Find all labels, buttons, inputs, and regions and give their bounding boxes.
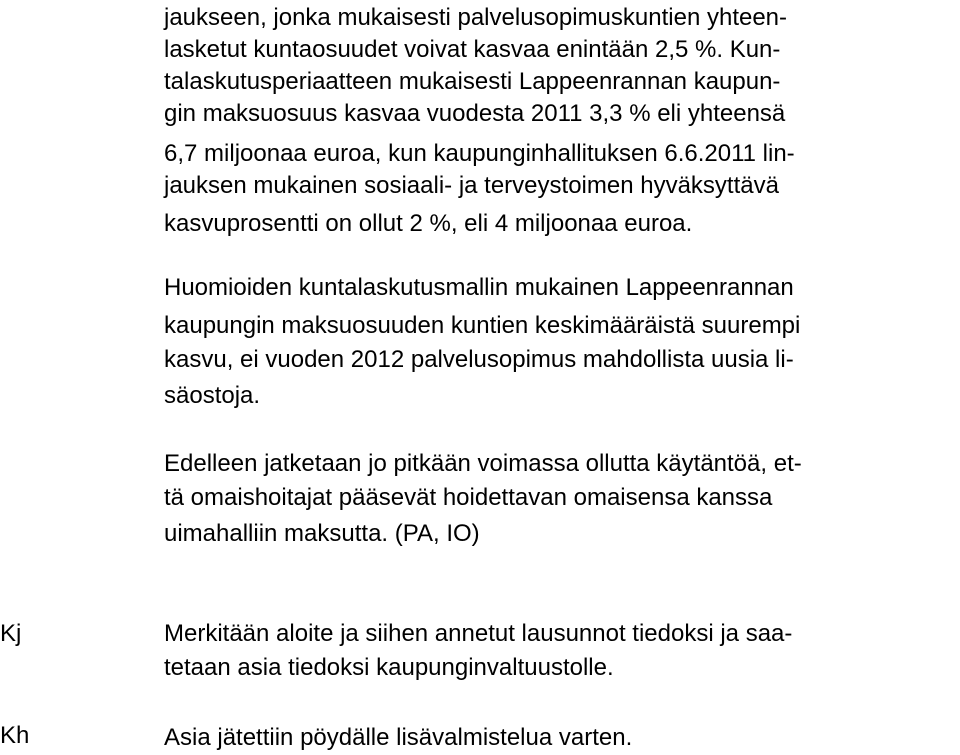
text-line: 6,7 miljoonaa euroa, kun kaupunginhallituksen 6.6.2011 lin- (164, 140, 795, 167)
text-line: Huomioiden kuntalaskutusmallin mukainen Lappeenrannan (164, 274, 794, 301)
text-line: gin maksuosuus kasvaa vuodesta 2011 3,3 % eli yhteensä (164, 100, 786, 127)
decision-label-kh: Kh (0, 722, 30, 749)
text-line: kasvu, ei vuoden 2012 palvelusopimus mahdollista uusia li- (164, 346, 794, 373)
text-line: tetaan asia tiedoksi kaupunginvaltuustolle. (164, 654, 614, 681)
text-line: uimahalliin maksutta. (PA, IO) (164, 520, 480, 547)
decision-label-kj: Kj (0, 620, 22, 647)
text-line: Merkitään aloite ja siihen annetut lausunnot tiedoksi ja saa- (164, 620, 793, 647)
text-line: jauksen mukainen sosiaali- ja terveystoimen hyväksyttävä (164, 172, 779, 199)
text-line: Asia jätettiin pöydälle lisävalmistelua varten. (164, 724, 633, 751)
text-line: kaupungin maksuosuuden kuntien keskimääräistä suurempi (164, 312, 801, 339)
text-line: talaskutusperiaatteen mukaisesti Lappeenrannan kaupun- (164, 68, 781, 95)
text-line: jaukseen, jonka mukaisesti palvelusopimuskuntien yhteen- (164, 4, 788, 31)
text-line: lasketut kuntaosuudet voivat kasvaa enintään 2,5 %. Kun- (164, 36, 781, 63)
text-line: Edelleen jatketaan jo pitkään voimassa ollutta käytäntöä, et- (164, 450, 802, 477)
text-line: säostoja. (164, 382, 261, 409)
text-line: tä omaishoitajat pääsevät hoidettavan omaisensa kanssa (164, 484, 773, 511)
text-line: kasvuprosentti on ollut 2 %, eli 4 miljoonaa euroa. (164, 210, 693, 237)
